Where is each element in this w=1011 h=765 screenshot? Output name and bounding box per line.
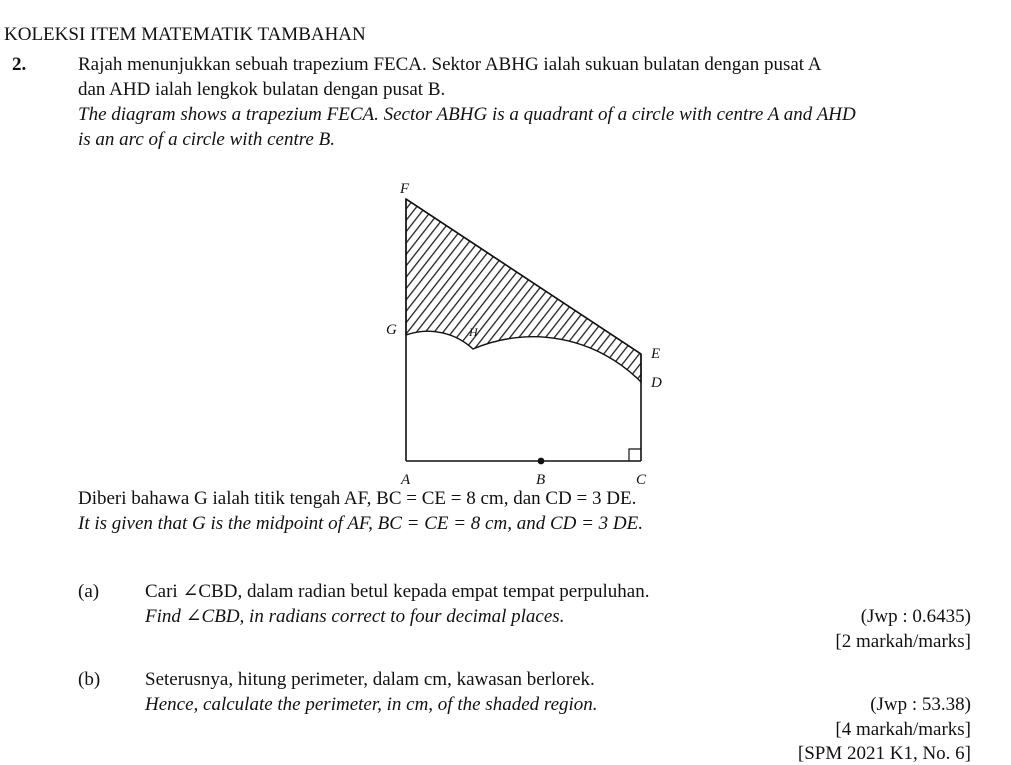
part-b-answer: (Jwp : 53.38) [870,694,971,715]
collection-title: KOLEKSI ITEM MATEMATIK TAMBAHAN [4,24,366,45]
intro-ms-line1: Rajah menunjukkan sebuah trapezium FECA. Sektor ABHG ialah sukuan bulatan dengan pusat A [78,54,822,75]
label-H: H [469,325,478,339]
label-C: C [636,472,647,488]
intro-en-line2: is an arc of a circle with centre B. [78,129,335,150]
label-A: A [401,472,411,488]
part-a-text-ms: Cari ∠CBD, dalam radian betul kepada empat tempat perpuluhan. [145,581,650,602]
right-angle-marker [629,449,641,461]
intro-ms-line2: dan AHD ialah lengkok bulatan dengan pusat B. [78,79,446,100]
label-F: F [400,181,410,197]
given-en: It is given that G is the midpoint of AF, BC = CE = 8 cm, and CD = 3 DE. [78,513,643,534]
label-E: E [651,346,661,362]
part-b-label: (b) [78,669,101,690]
label-G: G [386,322,397,338]
source-reference: [SPM 2021 K1, No. 6] [797,743,971,764]
part-a-answer: (Jwp : 0.6435) [860,606,971,627]
shaded-region [406,199,641,382]
part-b-text-ms: Seterusnya, hitung perimeter, dalam cm, kawasan berlorek. [145,669,595,690]
label-D: D [651,375,662,391]
part-b-text-en: Hence, calculate the perimeter, in cm, of the shaded region. [145,694,598,715]
point-B-dot [538,458,545,465]
given-ms: Diberi bahawa G ialah titik tengah AF, BC = CE = 8 cm, dan CD = 3 DE. [78,488,637,509]
label-B: B [536,472,546,488]
part-a-marks: [2 markah/marks] [835,631,971,652]
part-b-marks: [4 markah/marks] [835,719,971,740]
part-a-text-en: Find ∠CBD, in radians correct to four decimal places. [145,606,565,627]
question-number: 2. [12,54,27,75]
intro-en-line1: The diagram shows a trapezium FECA. Sector ABHG is a quadrant of a circle with centre A and AHD [78,104,856,125]
part-a-label: (a) [78,581,100,602]
